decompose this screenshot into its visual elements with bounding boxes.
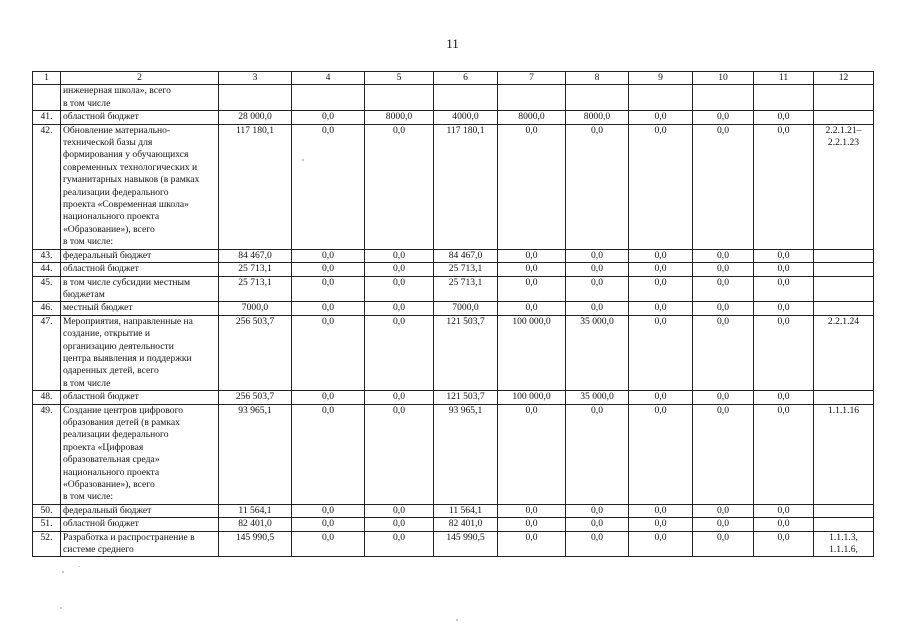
header-cell: 8 — [566, 72, 629, 85]
year-cell: 0,0 — [365, 124, 434, 249]
row-number-cell: 47. — [33, 315, 61, 390]
year-cell: 0,0 — [566, 531, 629, 557]
description-cell: областной бюджет — [61, 111, 219, 124]
year-cell: 0,0 — [629, 124, 693, 249]
year-cell: 0,0 — [498, 302, 566, 315]
scan-speck — [60, 607, 62, 609]
year-cell: 0,0 — [498, 504, 566, 517]
total-cell: 11 564,1 — [219, 504, 292, 517]
year-cell: 84 467,0 — [434, 249, 498, 262]
year-cell: 100 000,0 — [498, 315, 566, 390]
year-cell: 0,0 — [566, 518, 629, 531]
row-number-cell: 42. — [33, 124, 61, 249]
year-cell: 0,0 — [498, 263, 566, 276]
year-cell: 0,0 — [292, 404, 365, 504]
description-cell: федеральный бюджет — [61, 504, 219, 517]
indicator-ref-cell: 2.2.1.24 — [814, 315, 874, 390]
description-cell: областной бюджет — [61, 391, 219, 404]
year-cell: 0,0 — [365, 504, 434, 517]
year-cell: 0,0 — [693, 315, 754, 390]
year-cell — [365, 85, 434, 111]
year-cell: 0,0 — [693, 263, 754, 276]
header-cell: 2 — [61, 72, 219, 85]
description-cell: Разработка и распространение в системе среднего — [61, 531, 219, 557]
year-cell: 0,0 — [629, 391, 693, 404]
year-cell: 0,0 — [693, 391, 754, 404]
year-cell: 0,0 — [292, 249, 365, 262]
year-cell: 0,0 — [754, 124, 814, 249]
year-cell: 0,0 — [629, 531, 693, 557]
indicator-ref-cell — [814, 518, 874, 531]
year-cell — [629, 85, 693, 111]
year-cell: 0,0 — [365, 263, 434, 276]
total-cell: 256 503,7 — [219, 315, 292, 390]
description-cell: Создание центров цифрового образования детей (в рамках реализации федерального проекта «Цифровая образовательная среда» национального проекта «Образование»), всего в том числе: — [61, 404, 219, 504]
row-number-cell: 46. — [33, 302, 61, 315]
header-cell: 3 — [219, 72, 292, 85]
table-row — [33, 124, 874, 249]
year-cell: 0,0 — [365, 315, 434, 390]
year-cell: 8000,0 — [498, 111, 566, 124]
year-cell: 0,0 — [566, 249, 629, 262]
year-cell: 0,0 — [365, 518, 434, 531]
row-number-cell: 49. — [33, 404, 61, 504]
year-cell: 0,0 — [629, 315, 693, 390]
year-cell: 0,0 — [498, 518, 566, 531]
description-cell: Мероприятия, направленные на создание, открытие и организацию деятельности центра выявления и поддержки одаренных детей, всего в том числе — [61, 315, 219, 390]
year-cell: 0,0 — [693, 276, 754, 302]
year-cell: 35 000,0 — [566, 315, 629, 390]
header-cell: 10 — [693, 72, 754, 85]
year-cell: 0,0 — [498, 124, 566, 249]
year-cell: 0,0 — [292, 302, 365, 315]
header-cell: 6 — [434, 72, 498, 85]
year-cell: 0,0 — [693, 518, 754, 531]
year-cell: 0,0 — [754, 404, 814, 504]
indicator-ref-cell — [814, 276, 874, 302]
budget-table — [32, 71, 874, 557]
total-cell: 25 713,1 — [219, 263, 292, 276]
year-cell: 0,0 — [629, 249, 693, 262]
table-row — [33, 302, 874, 315]
description-cell: областной бюджет — [61, 518, 219, 531]
header-cell: 9 — [629, 72, 693, 85]
year-cell: 4000,0 — [434, 111, 498, 124]
year-cell: 82 401,0 — [434, 518, 498, 531]
year-cell: 0,0 — [566, 263, 629, 276]
total-cell: 117 180,1 — [219, 124, 292, 249]
year-cell: 117 180,1 — [434, 124, 498, 249]
indicator-ref-cell — [814, 85, 874, 111]
total-cell: 93 965,1 — [219, 404, 292, 504]
year-cell: 25 713,1 — [434, 263, 498, 276]
year-cell: 0,0 — [498, 404, 566, 504]
year-cell: 0,0 — [693, 404, 754, 504]
indicator-ref-cell — [814, 249, 874, 262]
year-cell: 121 503,7 — [434, 315, 498, 390]
year-cell: 0,0 — [629, 518, 693, 531]
year-cell: 0,0 — [629, 404, 693, 504]
year-cell — [498, 85, 566, 111]
year-cell: 11 564,1 — [434, 504, 498, 517]
total-cell: 28 000,0 — [219, 111, 292, 124]
row-number-cell: 43. — [33, 249, 61, 262]
table-row — [33, 276, 874, 302]
year-cell — [292, 85, 365, 111]
table-row — [33, 85, 874, 111]
year-cell: 0,0 — [693, 111, 754, 124]
year-cell: 0,0 — [566, 504, 629, 517]
year-cell: 0,0 — [292, 276, 365, 302]
year-cell: 0,0 — [754, 518, 814, 531]
table-body — [33, 72, 874, 557]
description-cell: инженерная школа», всего в том числе — [61, 85, 219, 111]
year-cell: 0,0 — [754, 276, 814, 302]
header-cell: 5 — [365, 72, 434, 85]
year-cell: 0,0 — [693, 124, 754, 249]
year-cell: 0,0 — [498, 249, 566, 262]
year-cell: 0,0 — [754, 302, 814, 315]
indicator-ref-cell: 2.2.1.21– 2.2.1.23 — [814, 124, 874, 249]
year-cell: 25 713,1 — [434, 276, 498, 302]
row-number-cell: 41. — [33, 111, 61, 124]
year-cell: 0,0 — [754, 315, 814, 390]
total-cell — [219, 85, 292, 111]
description-cell: в том числе субсидии местным бюджетам — [61, 276, 219, 302]
table-row — [33, 404, 874, 504]
header-cell: 12 — [814, 72, 874, 85]
scan-speck — [302, 159, 304, 161]
year-cell: 0,0 — [292, 531, 365, 557]
total-cell: 82 401,0 — [219, 518, 292, 531]
year-cell: 0,0 — [754, 391, 814, 404]
year-cell: 0,0 — [365, 249, 434, 262]
year-cell: 0,0 — [693, 249, 754, 262]
year-cell: 0,0 — [629, 263, 693, 276]
year-cell: 0,0 — [292, 315, 365, 390]
year-cell: 0,0 — [754, 504, 814, 517]
total-cell: 145 990,5 — [219, 531, 292, 557]
row-number-cell: 44. — [33, 263, 61, 276]
indicator-ref-cell — [814, 391, 874, 404]
total-cell: 25 713,1 — [219, 276, 292, 302]
header-cell: 4 — [292, 72, 365, 85]
year-cell: 0,0 — [693, 504, 754, 517]
year-cell: 100 000,0 — [498, 391, 566, 404]
table-row — [33, 249, 874, 262]
year-cell: 93 965,1 — [434, 404, 498, 504]
row-number-cell: 52. — [33, 531, 61, 557]
year-cell: 0,0 — [292, 111, 365, 124]
year-cell: 0,0 — [292, 124, 365, 249]
year-cell: 0,0 — [292, 391, 365, 404]
table-row — [33, 518, 874, 531]
year-cell: 0,0 — [365, 404, 434, 504]
year-cell — [566, 85, 629, 111]
year-cell: 0,0 — [292, 518, 365, 531]
table-row — [33, 263, 874, 276]
indicator-ref-cell: 1.1.1.3, 1.1.1.6, — [814, 531, 874, 557]
year-cell: 0,0 — [566, 404, 629, 504]
year-cell: 0,0 — [693, 302, 754, 315]
year-cell: 0,0 — [629, 111, 693, 124]
year-cell: 0,0 — [566, 124, 629, 249]
header-cell: 7 — [498, 72, 566, 85]
year-cell: 0,0 — [754, 249, 814, 262]
indicator-ref-cell — [814, 504, 874, 517]
row-number-cell: 48. — [33, 391, 61, 404]
row-number-cell — [33, 85, 61, 111]
description-cell: областной бюджет — [61, 263, 219, 276]
scan-speck — [456, 619, 458, 621]
year-cell: 0,0 — [292, 504, 365, 517]
scan-speck — [62, 571, 64, 573]
header-row — [33, 72, 874, 85]
indicator-ref-cell — [814, 111, 874, 124]
year-cell: 7000,0 — [434, 302, 498, 315]
year-cell: 0,0 — [365, 531, 434, 557]
year-cell: 0,0 — [292, 263, 365, 276]
year-cell: 0,0 — [566, 276, 629, 302]
table-row — [33, 391, 874, 404]
year-cell: 0,0 — [693, 531, 754, 557]
table-row — [33, 315, 874, 390]
table-row — [33, 111, 874, 124]
header-cell: 11 — [754, 72, 814, 85]
table-row — [33, 531, 874, 557]
year-cell: 145 990,5 — [434, 531, 498, 557]
year-cell: 8000,0 — [566, 111, 629, 124]
scan-speck — [78, 566, 80, 567]
year-cell: 35 000,0 — [566, 391, 629, 404]
description-cell: Обновление материально- технической базы для формирования у обучающихся современных технологических и гуманитарных навыков (в рамках реализации федерального проекта «Современная школа» национального проекта «Образование»), всего в том числе: — [61, 124, 219, 249]
total-cell: 84 467,0 — [219, 249, 292, 262]
indicator-ref-cell: 1.1.1.16 — [814, 404, 874, 504]
row-number-cell: 45. — [33, 276, 61, 302]
year-cell: 121 503,7 — [434, 391, 498, 404]
year-cell — [434, 85, 498, 111]
year-cell — [693, 85, 754, 111]
total-cell: 256 503,7 — [219, 391, 292, 404]
header-cell: 1 — [33, 72, 61, 85]
year-cell: 0,0 — [629, 302, 693, 315]
year-cell — [754, 85, 814, 111]
year-cell: 0,0 — [498, 276, 566, 302]
year-cell: 0,0 — [365, 302, 434, 315]
total-cell: 7000,0 — [219, 302, 292, 315]
year-cell: 0,0 — [365, 276, 434, 302]
table-row — [33, 504, 874, 517]
year-cell: 0,0 — [754, 263, 814, 276]
year-cell: 0,0 — [566, 302, 629, 315]
year-cell: 0,0 — [754, 531, 814, 557]
row-number-cell: 50. — [33, 504, 61, 517]
description-cell: местный бюджет — [61, 302, 219, 315]
page-number: 11 — [446, 36, 459, 51]
indicator-ref-cell — [814, 302, 874, 315]
year-cell: 0,0 — [754, 111, 814, 124]
year-cell: 0,0 — [629, 504, 693, 517]
year-cell: 0,0 — [498, 531, 566, 557]
year-cell: 0,0 — [629, 276, 693, 302]
description-cell: федеральный бюджет — [61, 249, 219, 262]
row-number-cell: 51. — [33, 518, 61, 531]
year-cell: 8000,0 — [365, 111, 434, 124]
indicator-ref-cell — [814, 263, 874, 276]
year-cell: 0,0 — [365, 391, 434, 404]
